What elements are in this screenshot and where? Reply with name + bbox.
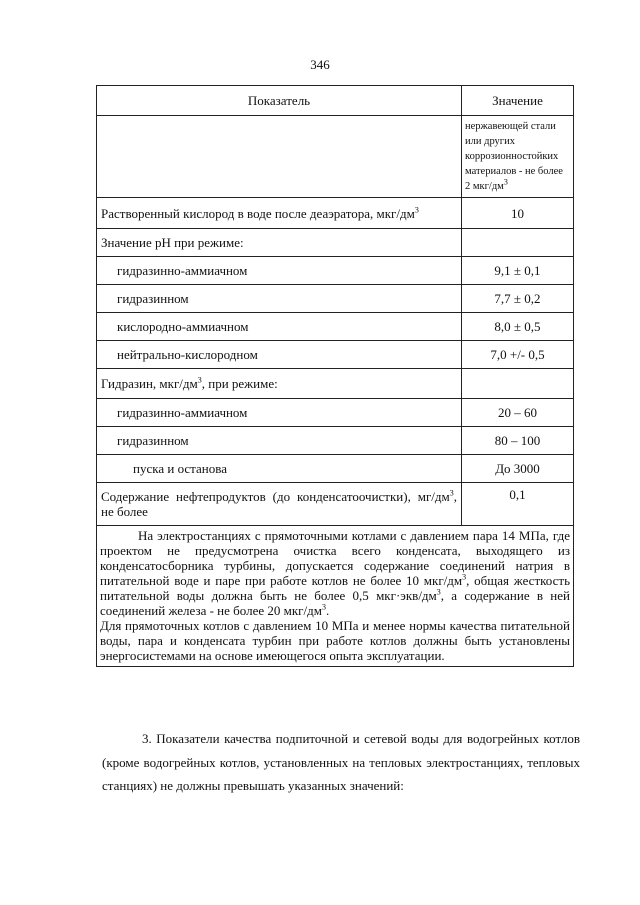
- row-label: гидразинно-аммиачном: [97, 399, 462, 427]
- table-row-continuation: [97, 116, 574, 198]
- table-row: [97, 341, 574, 369]
- table-row: [97, 369, 574, 399]
- row-label: гидразинном: [97, 427, 462, 455]
- row-value: 9,1 ± 0,1: [462, 257, 574, 285]
- table-row: [97, 198, 574, 229]
- table-row: [97, 399, 574, 427]
- table-row: [97, 427, 574, 455]
- table-row: [97, 229, 574, 257]
- page-number: 346: [310, 57, 330, 72]
- row-label: Гидразин, мкг/$дм^3$, при режиме:: [97, 369, 462, 399]
- table-row: [97, 455, 574, 483]
- row-label: Содержание нефтепродуктов (до конденсатоочистки), $мг/дм^3$, не более: [97, 483, 462, 526]
- row-label: кислородно-аммиачном: [97, 313, 462, 341]
- row-value: 7,0 +/- 0,5: [462, 341, 574, 369]
- table-row: [97, 257, 574, 285]
- row-value: 0,1: [462, 483, 574, 526]
- header-indicator: Показатель: [97, 86, 462, 116]
- water-quality-table: [96, 85, 574, 667]
- continuation-value: нержавеющей стали или других коррозионностойких материалов - не более 2 мкг/$дм^3$: [462, 116, 574, 198]
- table-row: [97, 483, 574, 526]
- table-notes-row: [97, 526, 574, 667]
- row-value: 8,0 ± 0,5: [462, 313, 574, 341]
- row-label: нейтрально-кислородном: [97, 341, 462, 369]
- row-label: Значение pH при режиме:: [97, 229, 462, 257]
- table-row: [97, 285, 574, 313]
- row-label: пуска и останова: [97, 455, 462, 483]
- row-value: 7,7 ± 0,2: [462, 285, 574, 313]
- row-label: гидразинно-аммиачном: [97, 257, 462, 285]
- section-3-paragraph: 3. Показатели качества подпиточной и сетевой воды для водогрейных котлов (кроме водогрейных котлов, установленных на тепловых электростанциях, тепловых станциях) не должны превышать указанных значений:: [102, 731, 580, 793]
- table-row: [97, 313, 574, 341]
- row-value: До 3000: [462, 455, 574, 483]
- note-paragraph: На электростанциях с прямоточными котлами с давлением пара 14 МПа, где проектом не предусмотрена очистка всего конденсата, выходящего из конденсатосборника турбины, допускается содержание соединений натрия в питательной воде и паре при работе котлов не более 10 мкг/$дм^3$, общая жесткость питательной воды должна быть не более 0,5 $мкг\cdot экв/дм^3$, а содержание в ней соединений железа - не более 20 мкг/$дм^3$.: [100, 528, 570, 618]
- row-value: [462, 369, 574, 399]
- section-3-text: [102, 727, 580, 798]
- row-label: Растворенный кислород в воде после деаэратора, мкг/$дм^3$: [97, 198, 462, 229]
- row-value: 80 – 100: [462, 427, 574, 455]
- row-value: 20 – 60: [462, 399, 574, 427]
- note-paragraph: Для прямоточных котлов с давлением 10 МПа и менее нормы качества питательной воды, пара и конденсата турбин при работе котлов должны быть установлены энергосистемами на основе имеющегося опыта эксплуатации.: [100, 618, 570, 663]
- row-value: 10: [462, 198, 574, 229]
- continuation-label-cell: [97, 116, 462, 198]
- table-notes: [97, 526, 574, 667]
- row-label: гидразинном: [97, 285, 462, 313]
- header-value: Значение: [462, 86, 574, 116]
- row-value: [462, 229, 574, 257]
- table-header-row: [97, 86, 574, 116]
